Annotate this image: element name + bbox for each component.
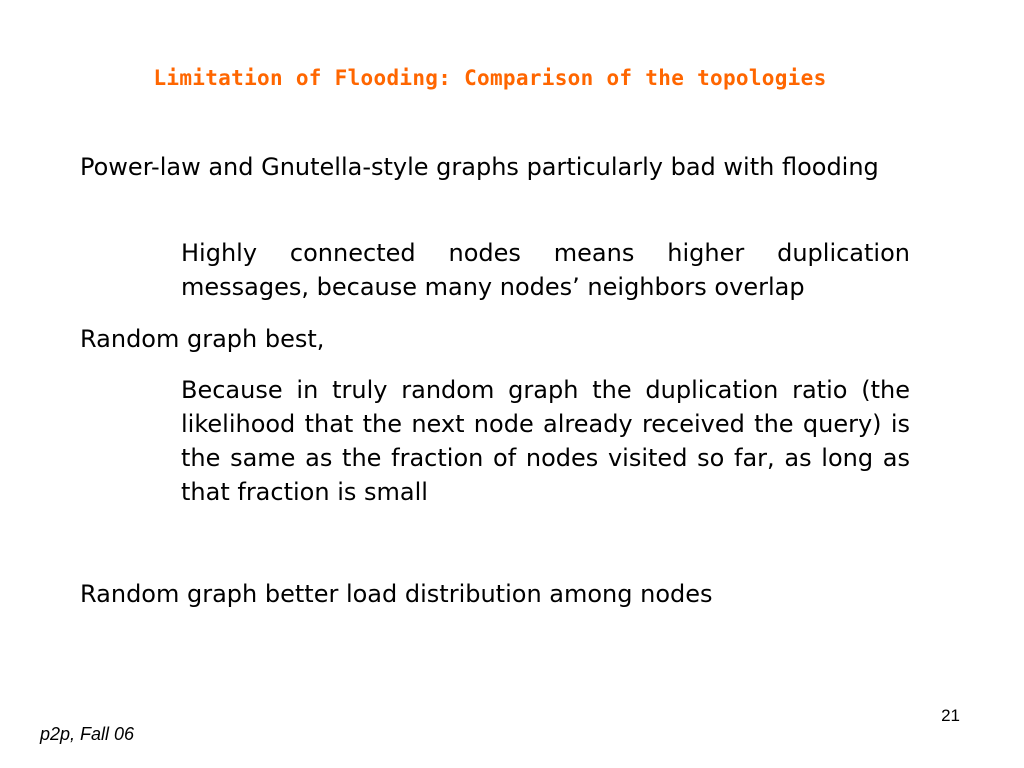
slide-title: Limitation of Flooding: Comparison of the topologies	[153, 66, 827, 90]
bullet-powerlaw-gnutella: Power-law and Gnutella-style graphs particularly bad with flooding	[80, 153, 879, 181]
sub-bullet-duplication-messages: Highly connected nodes means higher duplication messages, because many nodes’ neighbors overlap	[181, 239, 910, 301]
bullet-load-distribution: Random graph better load distribution among nodes	[80, 580, 713, 608]
page-number: 21	[941, 706, 960, 725]
sub-bullet-duplication-ratio: Because in truly random graph the duplication ratio (the likelihood that the next node already received the query) is the same as the fraction of nodes visited so far, as long as that fraction is small	[181, 376, 910, 506]
bullet-random-graph-best: Random graph best,	[80, 325, 325, 353]
footer-course-label: p2p, Fall 06	[40, 724, 135, 744]
